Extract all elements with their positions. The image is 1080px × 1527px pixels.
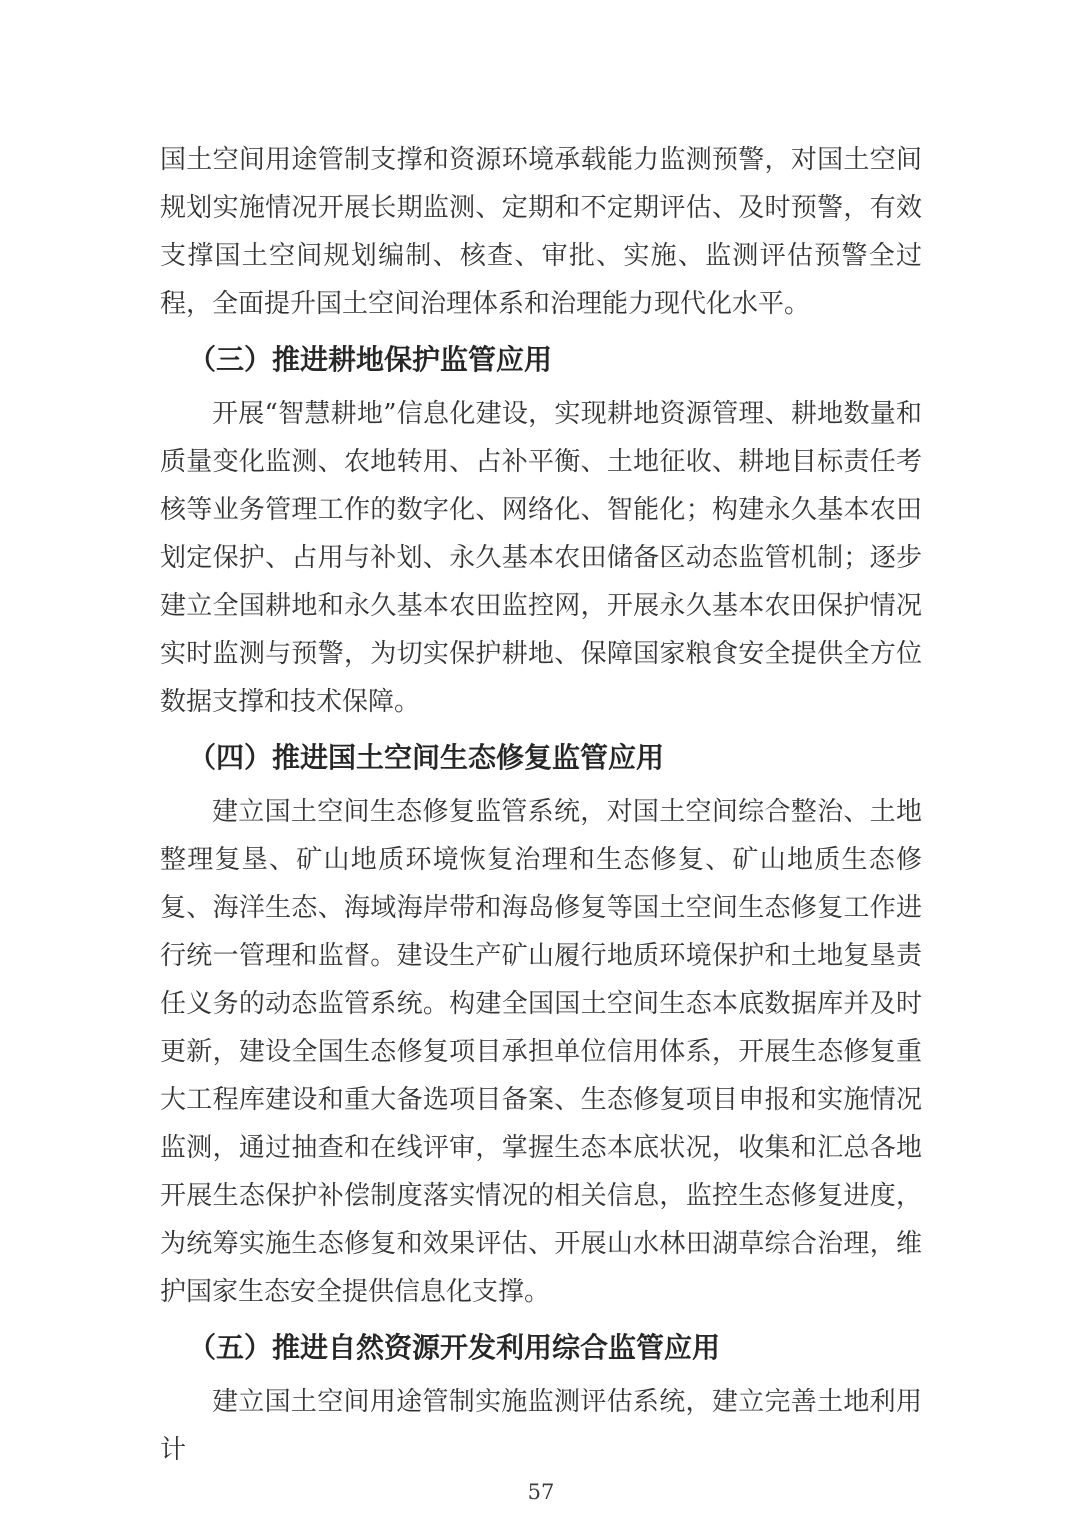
page-number: 57 [527,1480,555,1504]
paragraph-section-3: 开展“智慧耕地”信息化建设，实现耕地资源管理、耕地数量和质量变化监测、农地转用、占补平衡、土地征收、耕地目标责任考核等业务管理工作的数字化、网络化、智能化；构建永久基本农田划定保护、占用与补划、永久基本农田储备区动态监管机制；逐步建立全国耕地和永久基本农田监控网，开展永久基本农田保护情况实时监测与预警，为切实保护耕地、保障国家粮食安全提供全方位数据支撑和技术保障。 [160,399,922,717]
paragraph-section-5: 建立国土空间用途管制实施监测评估系统，建立完善土地利用计 [160,1387,922,1465]
section-heading-3: （三）推进耕地保护监管应用 [188,344,553,375]
paragraph-continuation: 国土空间用途管制支撑和资源环境承载能力监测预警，对国土空间规划实施情况开展长期监测、定期和不定期评估、及时预警，有效支撑国土空间规划编制、核查、审批、实施、监测评估预警全过程，全面提升国土空间治理体系和治理能力现代化水平。 [160,145,922,319]
paragraph-section-4: 建立国土空间生态修复监管系统，对国土空间综合整治、土地整理复垦、矿山地质环境恢复治理和生态修复、矿山地质生态修复、海洋生态、海域海岸带和海岛修复等国土空间生态修复工作进行统一管理和监督。建设生产矿山履行地质环境保护和土地复垦责任义务的动态监管系统。构建全国国土空间生态本底数据库并及时更新，建设全国生态修复项目承担单位信用体系，开展生态修复重大工程库建设和重大备选项目备案、生态修复项目申报和实施情况监测，通过抽查和在线评审，掌握生态本底状况，收集和汇总各地开展生态保护补偿制度落实情况的相关信息，监控生态修复进度，为统筹实施生态修复和效果评估、开展山水林田湖草综合治理，维护国家生态安全提供信息化支撑。 [160,797,922,1307]
section-heading-5: （五）推进自然资源开发利用综合监管应用 [188,1332,721,1363]
section-heading-4: （四）推进国土空间生态修复监管应用 [188,742,665,773]
